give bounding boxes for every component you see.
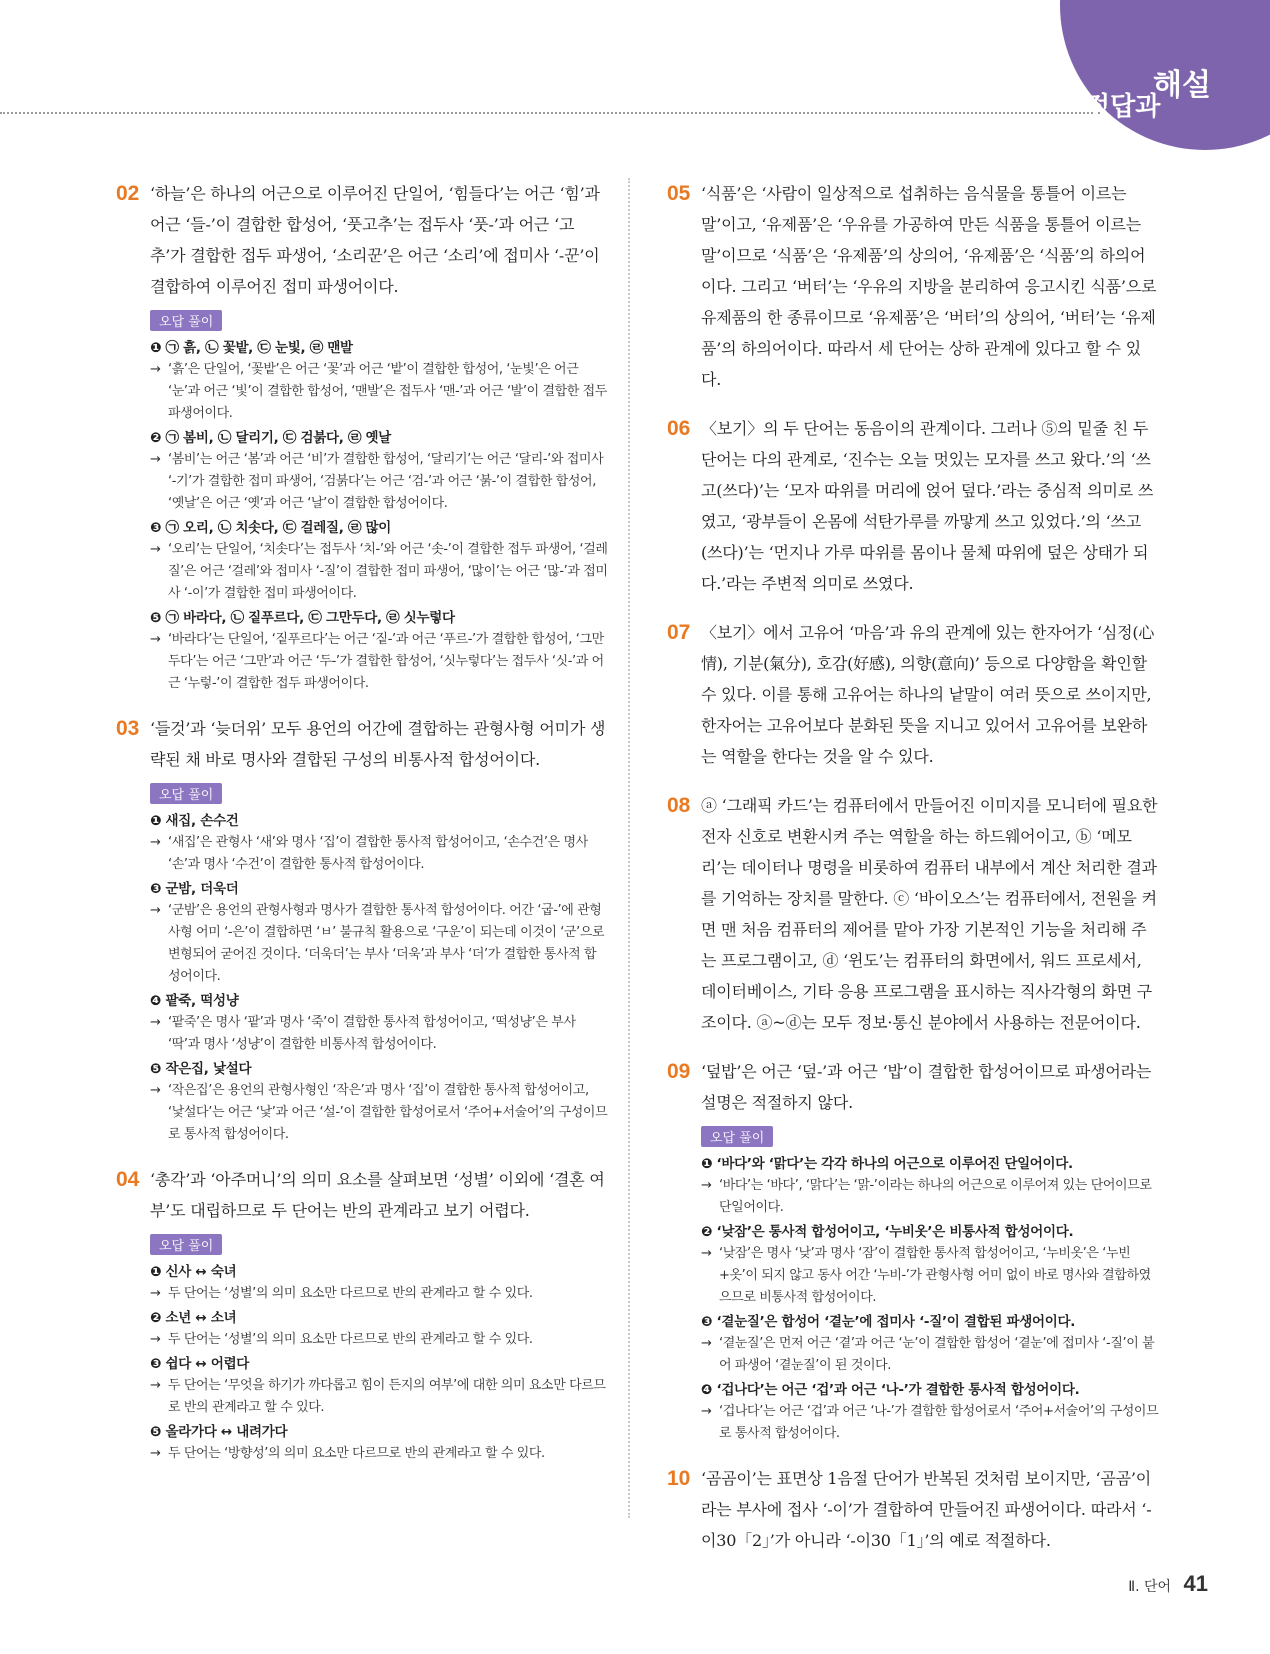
option-heading: ❸ ㉠ 오리, ㉡ 치솟다, ㉢ 걸레질, ㉣ 많이 — [150, 520, 392, 536]
column-divider — [628, 178, 630, 1518]
item-explanation: ‘곰곰이’는 표면상 1음절 단어가 반복된 것처럼 보이지만, ‘곰곰’이라는 부사에 접사 ‘-이’가 결합하여 만들어진 파생어이다. 따라서 ‘-이30「2」’가 아니라 ‘-이30「1」’의 예로 적절하다. — [701, 1469, 1152, 1550]
answer-item — [667, 617, 1159, 772]
option-explanation: → ‘겁나다’는 어근 ‘겁’과 어근 ‘나-’가 결합한 합성어로서 ‘주어+서술어’의 구성이므로 통사적 합성어이다. — [701, 1404, 1159, 1441]
right-column — [667, 178, 1159, 1574]
option-explanation: → 두 단어는 ‘성별’의 의미 요소만 다르므로 반의 관계라고 할 수 있다. — [150, 1332, 533, 1347]
answer-item — [667, 178, 1159, 395]
page-number: 41 — [1183, 1571, 1208, 1596]
item-explanation: 〈보기〉에서 고유어 ‘마음’과 유의 관계에 있는 한자어가 ‘심정(心情), 기분(氣分), 호감(好感), 의향(意向)’ 등으로 다양함을 확인할 수 있다. 이를 통해 고유어는 하나의 낱말이 여러 뜻으로 쓰이지만, 한자어는 고유어보다 분화된 뜻을 지니고 있어서 고유어를 보완하는 역할을 한다는 것을 알 수 있다. — [701, 623, 1155, 766]
item-number: 03 — [116, 717, 140, 740]
option-explanation: → ‘팥죽’은 명사 ‘팥’과 명사 ‘죽’이 결합한 통사적 합성어이고, ‘떡성냥’은 부사 ‘딱’과 명사 ‘성냥’이 결합한 비통사적 합성어이다. — [150, 1015, 576, 1052]
wrong-answer-tag: 오답 풀이 — [150, 783, 222, 804]
option-heading: ❶ ㉠ 흙, ㉡ 꽃밭, ㉢ 눈빛, ㉣ 맨발 — [150, 340, 353, 356]
option-heading: ❶ ‘바다’와 ‘맑다’는 각각 하나의 어근으로 이루어진 단일어이다. — [701, 1156, 1073, 1172]
option-heading: ❶ 새집, 손수건 — [150, 813, 239, 829]
header-rule — [0, 112, 1100, 114]
item-number: 02 — [116, 182, 140, 205]
item-explanation: 〈보기〉의 두 단어는 동음이의 관계이다. 그러나 ⑤의 밑줄 친 두 단어는 다의 관계로, ‘진수는 오늘 멋있는 모자를 쓰고 왔다.’의 ‘쓰고(쓰다)’는 ‘모자 따위를 머리에 얹어 덮다.’라는 중심적 의미로 쓰였고, ‘광부들이 온몸에 석탄가루를 까맣게 쓰고 있었다.’의 ‘쓰고(쓰다)’는 ‘먼지나 가루 따위를 몸이나 물체 따위에 덮은 상태가 되다.’라는 주변적 의미로 쓰였다. — [701, 419, 1154, 593]
option-heading: ❷ ‘낮잠’은 통사적 합성어이고, ‘누비옷’은 비통사적 합성어이다. — [701, 1224, 1074, 1240]
header-badge-text-sub: 해설 — [1153, 68, 1211, 103]
item-explanation: ‘식품’은 ‘사람이 일상적으로 섭취하는 음식물을 통틀어 이르는 말’이고, ‘유제품’은 ‘우유를 가공하여 만든 식품을 통틀어 이르는 말’이므로 ‘식품’은 ‘유제품’의 상의어, ‘유제품’은 ‘식품’의 하의어이다. 그리고 ‘버터’는 ‘우유의 지방을 분리하여 응고시킨 식품’으로 유제품의 한 종류이므로 ‘유제품’은 ‘버터’의 상의어, ‘버터’는 ‘유제품’의 하의어이다. 따라서 세 단어는 상하 관계에 있다고 할 수 있다. — [701, 184, 1157, 389]
item-explanation: ⓐ ‘그래픽 카드’는 컴퓨터에서 만들어진 이미지를 모니터에 필요한 전자 신호로 변환시켜 주는 역할을 하는 하드웨어이고, ⓑ ‘메모리’는 데이터나 명령을 비롯하여 컴퓨터 내부에서 계산 처리한 결과를 기억하는 장치를 말한다. ⓒ ‘바이오스’는 컴퓨터에서, 전원을 켜면 맨 처음 컴퓨터의 제어를 맡아 가장 기본적인 기능을 처리해 주는 프로그램이고, ⓓ ‘윈도’는 컴퓨터의 화면에서, 워드 프로세서, 데이터베이스, 기타 응용 프로그램을 표시하는 직사각형의 화면 구조이다. ⓐ~ⓓ는 모두 정보·통신 분야에서 사용하는 전문어이다. — [701, 796, 1158, 1032]
option-explanation: → ‘군밤’은 용언의 관형사형과 명사가 결합한 통사적 합성어이다. 어간 ‘굽-’에 관형사형 어미 ‘-은’이 결합하면 ‘ㅂ’ 불규칙 활용으로 ‘구운’이 되는데 이것이 ‘군’으로 변형되어 굳어진 것이다. ‘더욱더’는 부사 ‘더욱’과 부사 ‘더’가 결합한 통사적 합성어이다. — [150, 903, 605, 984]
option-heading: ❺ 작은집, 낯설다 — [150, 1061, 252, 1077]
item-explanation: ‘덮밥’은 어근 ‘덮-’과 어근 ‘밥’이 결합한 합성어이므로 파생어라는 설명은 적절하지 않다. — [701, 1062, 1152, 1112]
option-heading: ❸ 군밤, 더욱더 — [150, 881, 239, 897]
section-label: Ⅱ. 단어 — [1128, 1579, 1172, 1595]
item-number: 09 — [667, 1060, 691, 1083]
answer-item — [667, 1463, 1159, 1556]
option-heading: ❷ ㉠ 봄비, ㉡ 달리기, ㉢ 검붉다, ㉣ 옛날 — [150, 430, 392, 446]
option-heading: ❷ 소년 ↔ 소녀 — [150, 1310, 237, 1326]
option-explanation: → 두 단어는 ‘성별’의 의미 요소만 다르므로 반의 관계라고 할 수 있다. — [150, 1286, 533, 1301]
option-explanation: → ‘작은집’은 용언의 관형사형인 ‘작은’과 명사 ‘집’이 결합한 통사적 합성어이고, ‘낯설다’는 어근 ‘낯’과 어근 ‘설-’이 결합한 합성어로서 ‘주어+서술어’의 구성이므로 통사적 합성어이다. — [150, 1083, 608, 1142]
option-explanation: → ‘새집’은 관형사 ‘새’와 명사 ‘집’이 결합한 통사적 합성어이고, ‘손수건’은 명사 ‘손’과 명사 ‘수건’이 결합한 통사적 합성어이다. — [150, 835, 588, 872]
item-explanation: ‘하늘’은 하나의 어근으로 이루어진 단일어, ‘힘들다’는 어근 ‘힘’과 어근 ‘들-’이 결합한 합성어, ‘풋고추’는 접두사 ‘풋-’과 어근 ‘고추’가 결합한 접두 파생어, ‘소리꾼’은 어근 ‘소리’에 접미사 ‘-꾼’이 결합하여 이루어진 접미 파생어이다. — [150, 184, 600, 296]
wrong-answer-tag: 오답 풀이 — [150, 1234, 222, 1255]
wrong-answer-tag: 오답 풀이 — [150, 310, 222, 331]
option-explanation: → ‘바다’는 ‘바다’, ‘맑다’는 ‘맑-’이라는 하나의 어근으로 이루어져 있는 단어이므로 단일어이다. — [701, 1178, 1152, 1215]
left-column — [116, 178, 608, 1483]
header-badge-text-main: 정답과 — [1085, 92, 1161, 122]
option-heading: ❹ ‘겁나다’는 어근 ‘겁’과 어근 ‘나-’가 결합한 통사적 합성어이다. — [701, 1382, 1080, 1398]
option-heading: ❶ 신사 ↔ 숙녀 — [150, 1264, 237, 1280]
answer-item — [667, 1056, 1159, 1445]
option-explanation: → ‘낮잠’은 명사 ‘낮’과 명사 ‘잠’이 결합한 통사적 합성어이고, ‘누비옷’은 ‘누빈+옷’이 되지 않고 동사 어간 ‘누비-’가 관형사형 어미 없이 바로 명사와 결합하였으므로 비통사적 합성어이다. — [701, 1246, 1151, 1305]
option-explanation: → ‘오리’는 단일어, ‘치솟다’는 접두사 ‘치-’와 어근 ‘솟-’이 결합한 접두 파생어, ‘걸레질’은 어근 ‘걸레’와 접미사 ‘-질’이 결합한 접미 파생어, ‘많이’는 어근 ‘많-’과 접미사 ‘-이’가 결합한 접미 파생어이다. — [150, 542, 608, 601]
answer-item — [116, 713, 608, 1146]
item-number: 06 — [667, 417, 691, 440]
answer-item — [116, 178, 608, 695]
item-explanation: ‘들것’과 ‘늦더위’ 모두 용언의 어간에 결합하는 관형사형 어미가 생략된 채 바로 명사와 결합된 구성의 비통사적 합성어이다. — [150, 719, 606, 769]
item-number: 08 — [667, 794, 691, 817]
option-heading: ❸ ‘곁눈질’은 합성어 ‘곁눈’에 접미사 ‘-질’이 결합된 파생어이다. — [701, 1314, 1076, 1330]
option-heading: ❸ 쉽다 ↔ 어렵다 — [150, 1356, 250, 1372]
option-heading: ❺ 올라가다 ↔ 내려가다 — [150, 1424, 288, 1440]
option-explanation: → ‘흙’은 단일어, ‘꽃밭’은 어근 ‘꽃’과 어근 ‘밭’이 결합한 합성어, ‘눈빛’은 어근 ‘눈’과 어근 ‘빛’이 결합한 합성어, ‘맨발’은 접두사 ‘맨-’과 어근 ‘발’이 결합한 접두 파생어이다. — [150, 362, 607, 421]
page-footer — [1128, 1571, 1208, 1597]
option-heading: ❹ 팥죽, 떡성냥 — [150, 993, 239, 1009]
item-explanation: ‘총각’과 ‘아주머니’의 의미 요소를 살펴보면 ‘성별’ 이외에 ‘결혼 여부’도 대립하므로 두 단어는 반의 관계라고 보기 어렵다. — [150, 1170, 605, 1220]
option-heading: ❺ ㉠ 바라다, ㉡ 짙푸르다, ㉢ 그만두다, ㉣ 싯누렇다 — [150, 610, 455, 626]
answer-item — [667, 790, 1159, 1038]
option-explanation: → ‘봄비’는 어근 ‘봄’과 어근 ‘비’가 결합한 합성어, ‘달리기’는 어근 ‘달리-’와 접미사 ‘-기’가 결합한 접미 파생어, ‘검붉다’는 어근 ‘검-’과 어근 ‘붉-’이 결합한 합성어, ‘옛날’은 어근 ‘옛’과 어근 ‘날’이 결합한 합성어이다. — [150, 452, 604, 511]
item-number: 05 — [667, 182, 691, 205]
answer-item — [116, 1164, 608, 1465]
option-explanation: → ‘곁눈질’은 먼저 어근 ‘곁’과 어근 ‘눈’이 결합한 합성어 ‘곁눈’에 접미사 ‘-질’이 붙어 파생어 ‘곁눈질’이 된 것이다. — [701, 1336, 1155, 1373]
option-explanation: → 두 단어는 ‘무엇을 하기가 까다롭고 힘이 든지의 여부’에 대한 의미 요소만 다르므로 반의 관계라고 할 수 있다. — [150, 1378, 606, 1415]
wrong-answer-tag: 오답 풀이 — [701, 1126, 773, 1147]
item-number: 10 — [667, 1467, 691, 1490]
option-explanation: → 두 단어는 ‘방향성’의 의미 요소만 다르므로 반의 관계라고 할 수 있다. — [150, 1446, 545, 1461]
option-explanation: → ‘바라다’는 단일어, ‘짙푸르다’는 어근 ‘짙-’과 어근 ‘푸르-’가 결합한 합성어, ‘그만두다’는 어근 ‘그만’과 어근 ‘두-’가 결합한 합성어, ‘싯누렇다’는 접두사 ‘싯-’과 어근 ‘누렇-’이 결합한 접두 파생어이다. — [150, 632, 604, 691]
item-number: 04 — [116, 1168, 140, 1191]
answer-item — [667, 413, 1159, 599]
item-number: 07 — [667, 621, 691, 644]
